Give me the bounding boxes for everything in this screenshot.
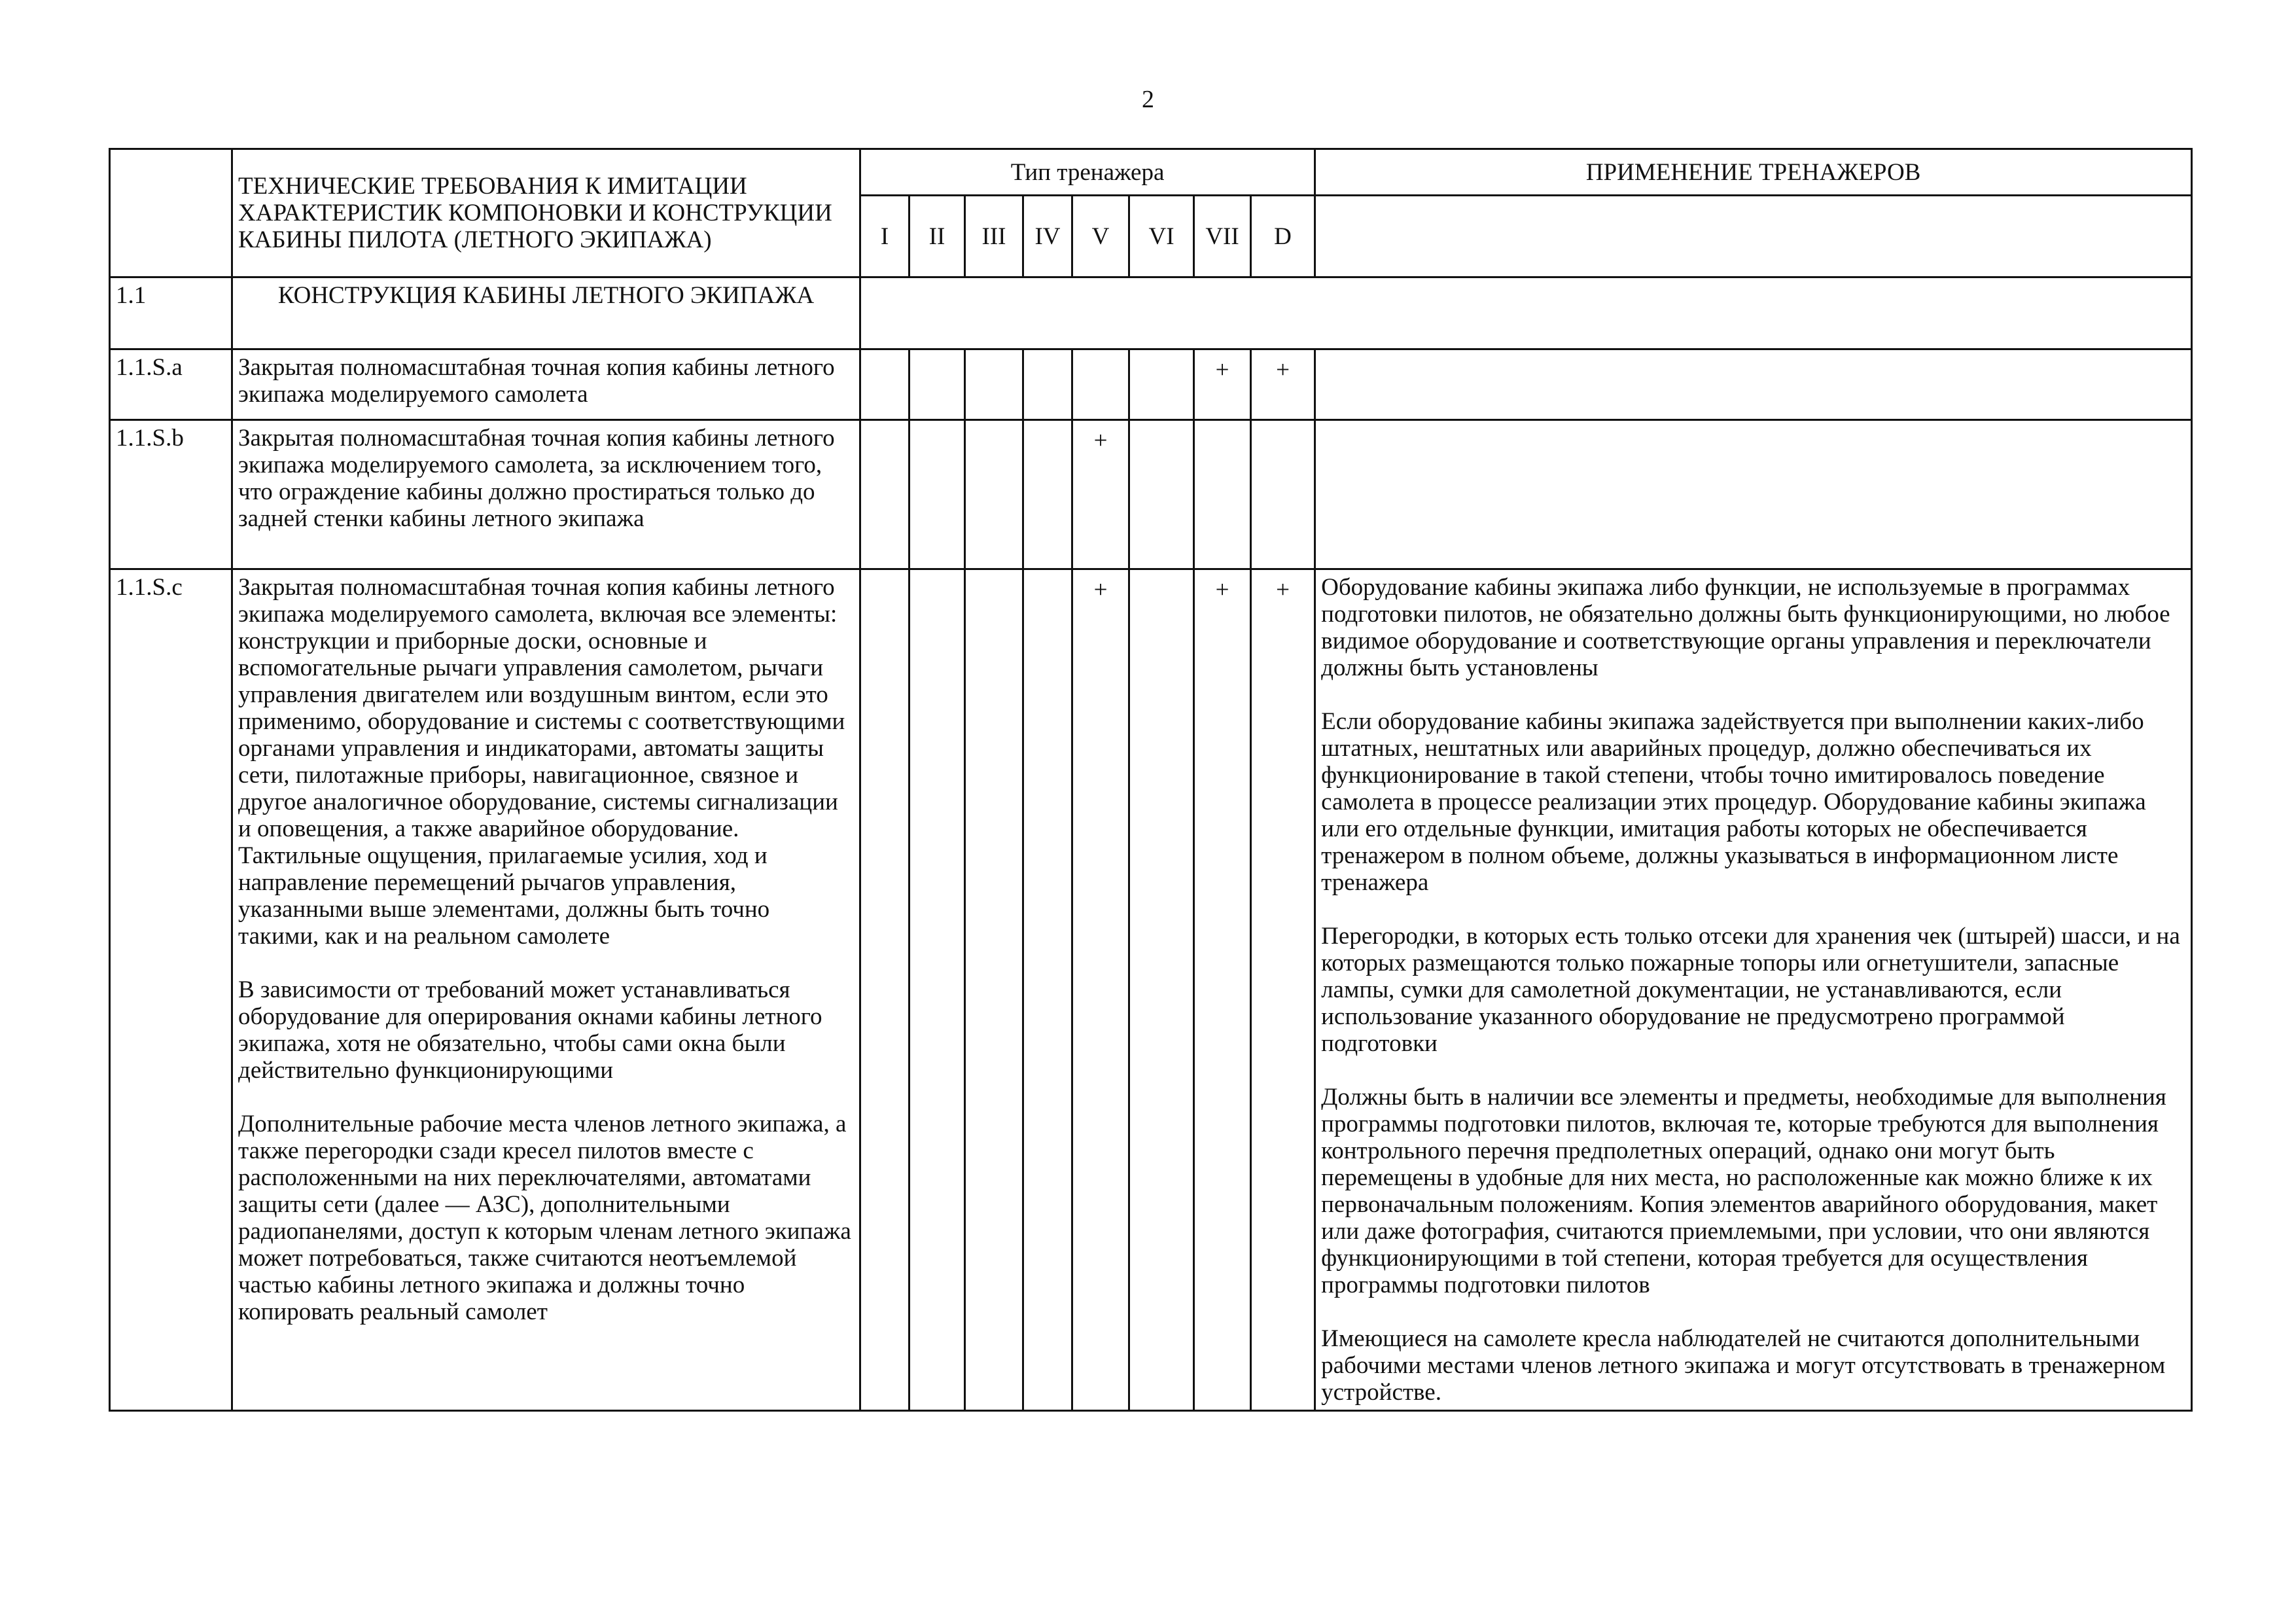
row-code: 1.1.S.c	[110, 569, 232, 1411]
section-code: 1.1	[110, 277, 232, 349]
section-title: КОНСТРУКЦИЯ КАБИНЫ ЛЕТНОГО ЭКИПАЖА	[232, 277, 860, 349]
type-mark-II	[910, 420, 965, 569]
application-text-cell	[1315, 349, 2192, 420]
type-mark-VII	[1194, 420, 1251, 569]
type-VI: VI	[1129, 196, 1194, 277]
application-paragraph: Перегородки, в которых есть только отсеки для хранения чек (штырей) шасси, и на которых размещаются только пожарные топоры или огнетушители, запасные лампы, сумки для самолетной документации, не устанавливаются, если использование указанного оборудование не предусмотрено программой подготовки	[1321, 923, 2180, 1057]
type-mark-V: +	[1072, 420, 1129, 569]
requirement-paragraph: Дополнительные рабочие места членов летного экипажа, а также перегородки сзади кресел пилотов вместе с расположенными на них переключателями, автоматами защиты сети (далее — АЗС), дополнительными радиопанелями, доступ к которым членам летного экипажа может потребоваться, также считаются неотъемлемой частью кабины летного экипажа и должны точно копировать реальный самолет	[238, 1111, 851, 1325]
type-mark-V: +	[1072, 569, 1129, 1411]
type-D: D	[1251, 196, 1315, 277]
requirement-row	[110, 349, 2192, 420]
type-II: II	[910, 196, 965, 277]
section-empty-cell	[860, 277, 2192, 349]
requirement-paragraph: В зависимости от требований может устанавливаться оборудование для оперирования окнами кабины летного экипажа, хотя не обязательно, чтобы сами окна были действительно функционирующими	[238, 976, 822, 1084]
type-mark-VI	[1129, 420, 1194, 569]
type-mark-I	[860, 349, 910, 420]
type-I: I	[860, 196, 910, 277]
type-mark-D: +	[1251, 349, 1315, 420]
type-mark-D: +	[1251, 569, 1315, 1411]
section-row	[110, 277, 2192, 349]
requirement-paragraph: Закрытая полномасштабная точная копия кабины летного экипажа моделируемого самолета, включая все элементы: конструкции и приборные доски, основные и вспомогательные рычаги управления самолетом, рычаги управления двигателем или воздушным винтом, если это применимо, оборудование и системы с соответствующими органами управления и индикаторами, автоматы защиты сети, пилотажные приборы, навигационное, связное и другое аналогичное оборудование, системы сигнализации и оповещения, а также аварийное оборудование. Тактильные ощущения, прилагаемые усилия, ход и направление перемещений рычагов управления, указанными выше элементами, должны быть точно такими, как и на реальном самолете	[238, 574, 845, 950]
type-mark-VII: +	[1194, 569, 1251, 1411]
type-mark-I	[860, 420, 910, 569]
application-paragraph: Оборудование кабины экипажа либо функции, не используемые в программах подготовки пилотов, не обязательно должны быть функционирующими, но любое видимое оборудование и соответствующие органы управления и переключатели должны быть установлены	[1321, 574, 2170, 681]
requirements-title: ТЕХНИЧЕСКИЕ ТРЕБОВАНИЯ К ИМИТАЦИИ ХАРАКТЕРИСТИК КОМПОНОВКИ И КОНСТРУКЦИИ КАБИНЫ ПИЛОТА (ЛЕТНОГО ЭКИПАЖА)	[232, 149, 860, 277]
application-paragraph: Если оборудование кабины экипажа задействуется при выполнении каких-либо штатных, нештатных или аварийных процедур, должно обеспечиваться их функционирование в такой степени, чтобы точно имитировалось поведение самолета в процессе реализации этих процедур. Оборудование кабины экипажа или его отдельные функции, имитация работы которых не обеспечивается тренажером в полном объеме, должны указываться в информационном листе тренажера	[1321, 708, 2146, 896]
type-mark-D	[1251, 420, 1315, 569]
type-mark-IV	[1023, 569, 1072, 1411]
type-mark-VI	[1129, 349, 1194, 420]
type-mark-III	[965, 569, 1023, 1411]
requirement-text-cell	[232, 569, 860, 1411]
row-code: 1.1.S.a	[110, 349, 232, 420]
requirement-row	[110, 420, 2192, 569]
application-paragraph: Имеющиеся на самолете кресла наблюдателей не считаются дополнительными рабочими местами членов летного экипажа и могут отсутствовать в тренажерном устройстве.	[1321, 1325, 2166, 1406]
page-number: 2	[1142, 86, 1154, 113]
type-mark-VI	[1129, 569, 1194, 1411]
requirement-paragraph: Закрытая полномасштабная точная копия кабины летного экипажа моделируемого самолета, за исключением того, что ограждение кабины должно простираться только до задней стенки кабины летного экипажа	[238, 425, 835, 532]
type-mark-I	[860, 569, 910, 1411]
type-IV: IV	[1023, 196, 1072, 277]
type-mark-IV	[1023, 420, 1072, 569]
type-mark-IV	[1023, 349, 1072, 420]
application-paragraph: Должны быть в наличии все элементы и предметы, необходимые для выполнения программы подготовки пилотов, включая те, которые требуются для выполнения контрольного перечня предполетных операций, однако они могут быть перемещены в удобные для них места, но расположенные как можно ближе к их первоначальным положениям. Копия элементов аварийного оборудования, макет или даже фотография, считаются приемлемыми, при условии, что они являются функционирующими в той степени, которая требуется для осуществления программы подготовки пилотов	[1321, 1084, 2166, 1298]
type-VII: VII	[1194, 196, 1251, 277]
type-mark-V	[1072, 349, 1129, 420]
application-text-cell	[1315, 569, 2192, 1411]
requirement-text-cell	[232, 420, 860, 569]
type-mark-III	[965, 420, 1023, 569]
application-heading: ПРИМЕНЕНИЕ ТРЕНАЖЕРОВ	[1315, 149, 2192, 196]
simulator-type-heading: Тип тренажера	[860, 149, 1315, 196]
requirement-text-cell	[232, 349, 860, 420]
type-V: V	[1072, 196, 1129, 277]
requirement-row	[110, 569, 2192, 1411]
type-III: III	[965, 196, 1023, 277]
type-mark-II	[910, 569, 965, 1411]
type-mark-VII: +	[1194, 349, 1251, 420]
application-text-cell	[1315, 420, 2192, 569]
header-row	[110, 149, 2192, 196]
requirements-table	[109, 148, 2193, 1412]
type-mark-III	[965, 349, 1023, 420]
requirement-paragraph: Закрытая полномасштабная точная копия кабины летного экипажа моделируемого самолета	[238, 354, 835, 408]
row-code: 1.1.S.b	[110, 420, 232, 569]
type-mark-II	[910, 349, 965, 420]
application-subheader-cell	[1315, 196, 2192, 277]
header-code-cell	[110, 149, 232, 277]
